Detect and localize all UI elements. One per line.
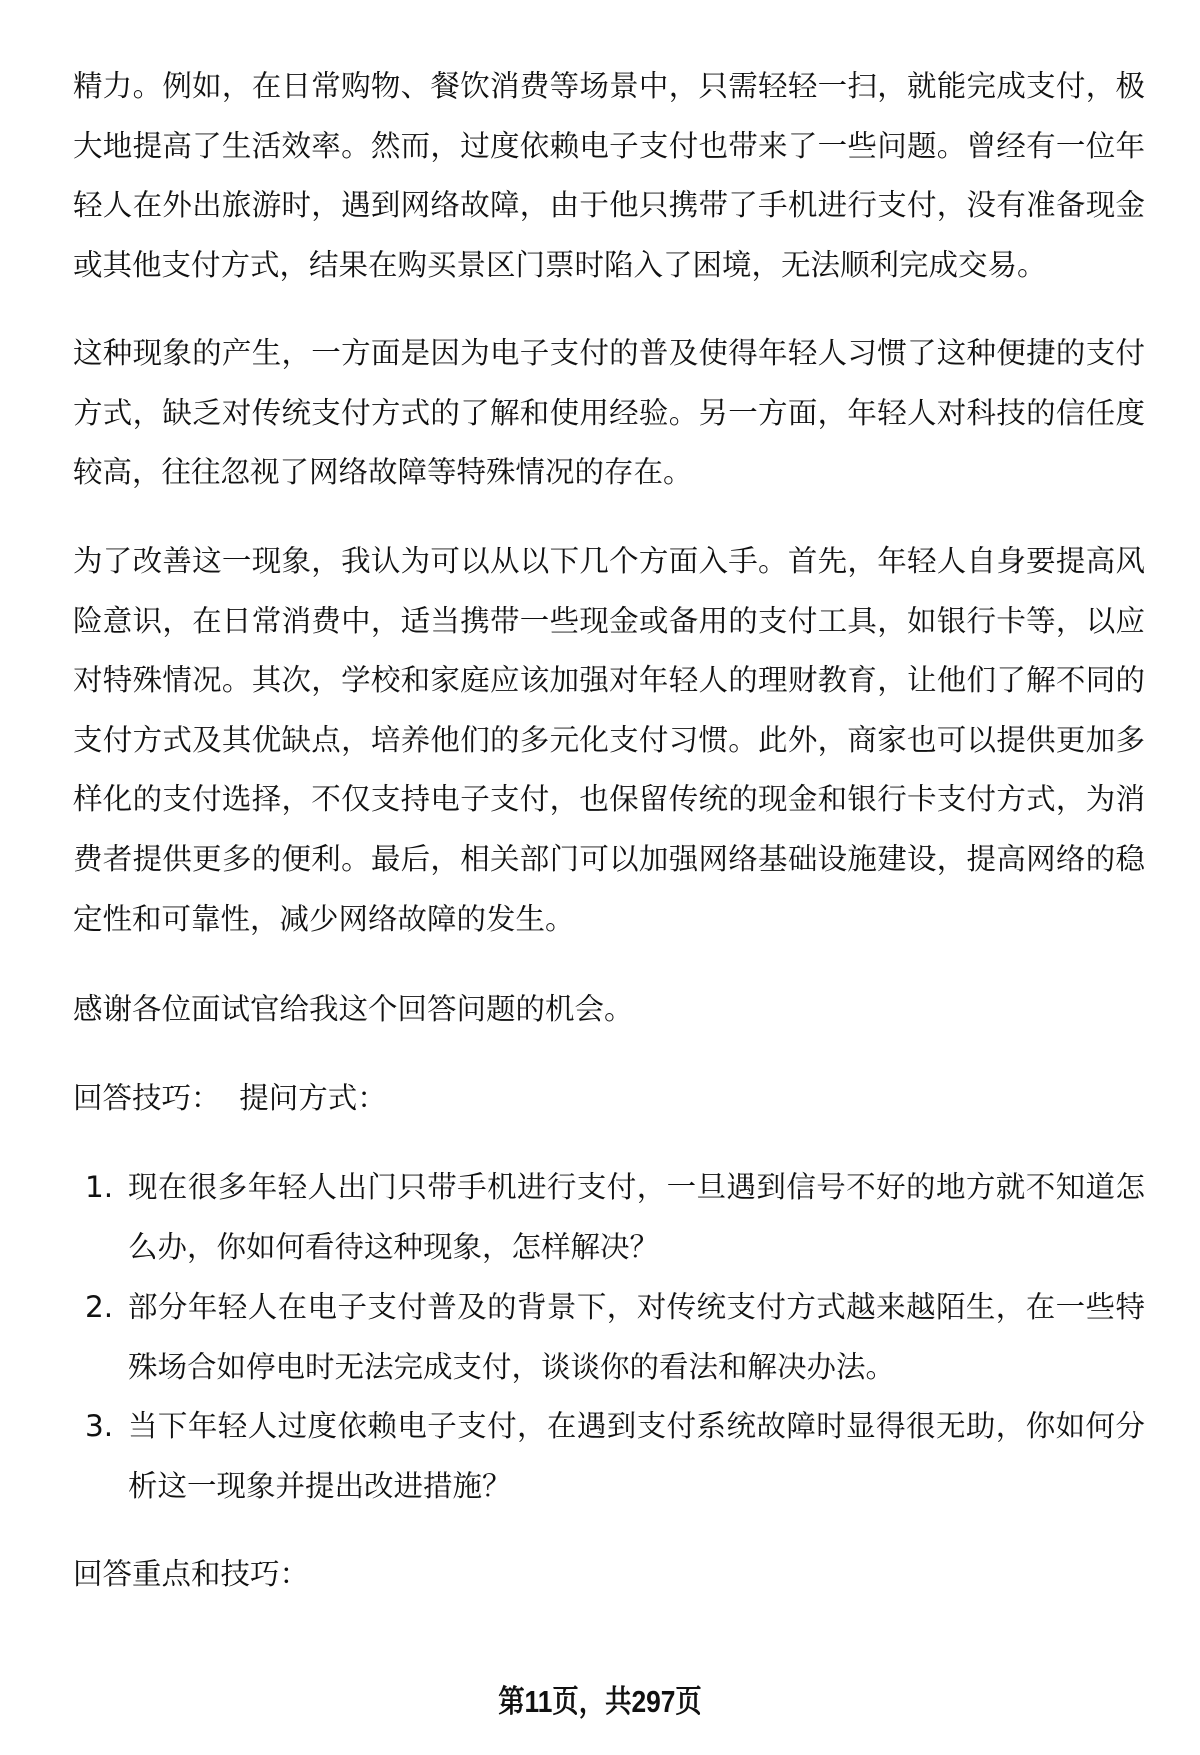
text-line: 方式，缺乏对传统支付方式的了解和使用经验。另一方面，年轻人对科技的信任度 [73,395,1145,430]
text-line: 感谢各位面试官给我这个回答问题的机会。 [73,992,634,1026]
text-line: 险意识，在日常消费中，适当携带一些现金或备用的支付工具，如银行卡等，以应 [73,603,1145,638]
paragraph-thanks [73,980,1145,1040]
text-line: 轻人在外出旅游时，遇到网络故障，由于他只携带了手机进行支付，没有准备现金 [73,188,1145,223]
list-number: 1. [85,1170,114,1204]
text-line: 当下年轻人过度依赖电子支付，在遇到支付系统故障时显得很无助，你如何分 [128,1409,1145,1443]
text-line: 这种现象的产生，一方面是因为电子支付的普及使得年轻人习惯了这种便捷的支付 [73,336,1145,370]
text-line: 为了改善这一现象，我认为可以从以下几个方面入手。首先，年轻人自身要提高风 [73,544,1145,578]
text-line: 析这一现象并提出改进措施？ [128,1468,512,1503]
list-number: 3. [85,1409,114,1443]
text-line: 部分年轻人在电子支付普及的背景下，对传统支付方式越来越陌生，在一些特 [128,1290,1145,1324]
text-line: 样化的支付选择，不仅支持电子支付，也保留传统的现金和银行卡支付方式，为消 [73,782,1145,817]
text-line: 对特殊情况。其次，学校和家庭应该加强对年轻人的理财教育，让他们了解不同的 [73,663,1145,698]
paragraph-1 [73,57,1145,295]
text-line: 殊场合如停电时无法完成支付，谈谈你的看法和解决办法。 [128,1349,896,1384]
page-number-footer: 第11页，共297页 [498,1684,702,1719]
paragraph-2 [73,324,1145,503]
question-item-1 [73,1158,1145,1277]
question-item-3 [73,1397,1145,1516]
paragraph-3 [73,532,1145,949]
text-line: 回答重点和技巧： [73,1557,310,1591]
text-line: 或其他支付方式，结果在购买景区门票时陷入了困境，无法顺利完成交易。 [73,247,1047,282]
text-line: 回答技巧： 提问方式： [73,1081,387,1115]
section-heading-tips [73,1069,1145,1129]
text-line: 定性和可靠性，减少网络故障的发生。 [73,901,575,936]
section-heading-key-points [73,1545,1145,1605]
text-line: 精力。例如，在日常购物、餐饮消费等场景中，只需轻轻一扫，就能完成支付，极 [73,69,1145,103]
text-line: 支付方式及其优缺点，培养他们的多元化支付习惯。此外，商家也可以提供更加多 [73,722,1145,757]
text-line: 现在很多年轻人出门只带手机进行支付，一旦遇到信号不好的地方就不知道怎 [128,1170,1145,1204]
text-line: 较高，往往忽视了网络故障等特殊情况的存在。 [73,455,693,490]
text-line: 么办，你如何看待这种现象，怎样解决？ [128,1229,660,1264]
text-line: 大地提高了生活效率。然而，过度依赖电子支付也带来了一些问题。曾经有一位年 [73,128,1145,163]
list-number: 2. [85,1290,114,1324]
text-line: 费者提供更多的便利。最后，相关部门可以加强网络基础设施建设，提高网络的稳 [73,841,1145,876]
question-item-2 [73,1278,1145,1397]
